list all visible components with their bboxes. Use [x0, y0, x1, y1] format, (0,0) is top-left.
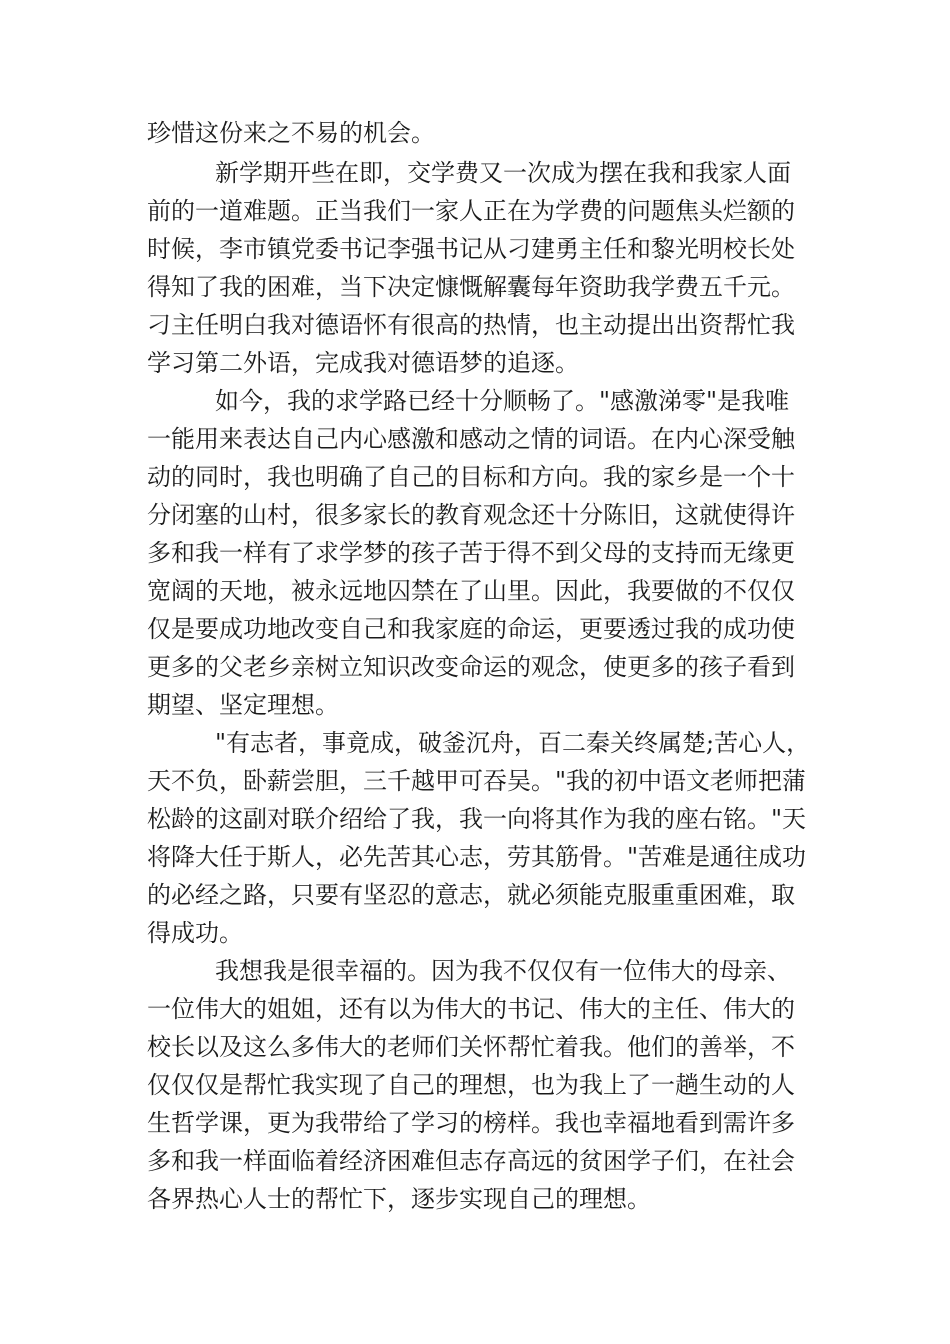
- text-line: 松龄的这副对联介绍给了我，我一向将其作为我的座右铭。"天: [147, 805, 807, 833]
- text-line: 前的一道难题。正当我们一家人正在为学费的问题焦头烂额的: [147, 197, 795, 225]
- text-line: 更多的父老乡亲树立知识改变命运的观念，使更多的孩子看到: [147, 653, 795, 681]
- text-line: 各界热心人士的帮忙下，逐步实现自己的理想。: [147, 1185, 651, 1213]
- text-line: 时候，李市镇党委书记李强书记从刁建勇主任和黎光明校长处: [147, 235, 795, 263]
- text-line: 将降大任于斯人，必先苦其心志，劳其筋骨。"苦难是通往成功: [147, 843, 807, 871]
- text-line: 多和我一样有了求学梦的孩子苦于得不到父母的支持而无缘更: [147, 539, 795, 567]
- text-line: 生哲学课，更为我带给了学习的榜样。我也幸福地看到需许多: [147, 1109, 795, 1137]
- text-line: 校长以及这么多伟大的老师们关怀帮忙着我。他们的善举，不: [147, 1033, 795, 1061]
- text-line: 仅仅仅是帮忙我实现了自己的理想，也为我上了一趟生动的人: [147, 1071, 795, 1099]
- text-line: 我想我是很幸福的。因为我不仅仅有一位伟大的母亲、: [215, 957, 791, 985]
- text-line: 的必经之路，只要有坚忍的意志，就必须能克服重重困难，取: [147, 881, 795, 909]
- text-line: 一位伟大的姐姐，还有以为伟大的书记、伟大的主任、伟大的: [147, 995, 795, 1023]
- text-line: "有志者，事竟成，破釜沉舟，百二秦关终属楚;苦心人，: [215, 729, 811, 757]
- text-line: 一能用来表达自己内心感激和感动之情的词语。在内心深受触: [147, 425, 795, 453]
- text-line: 新学期开些在即，交学费又一次成为摆在我和我家人面: [215, 159, 791, 187]
- text-line: 多和我一样面临着经济困难但志存高远的贫困学子们，在社会: [147, 1147, 795, 1175]
- text-line: 刁主任明白我对德语怀有很高的热情，也主动提出出资帮忙我: [147, 311, 795, 339]
- text-line: 仅是要成功地改变自己和我家庭的命运，更要透过我的成功使: [147, 615, 795, 643]
- text-line: 得成功。: [147, 919, 243, 947]
- text-line: 得知了我的困难，当下决定慷慨解囊每年资助我学费五千元。: [147, 273, 795, 301]
- text-line: 宽阔的天地，被永远地囚禁在了山里。因此，我要做的不仅仅: [147, 577, 795, 605]
- text-line: 动的同时，我也明确了自己的目标和方向。我的家乡是一个十: [147, 463, 795, 491]
- text-line: 分闭塞的山村，很多家长的教育观念还十分陈旧，这就使得许: [147, 501, 795, 529]
- text-line: 如今，我的求学路已经十分顺畅了。"感激涕零"是我唯: [215, 387, 790, 415]
- text-line: 珍惜这份来之不易的机会。: [147, 119, 435, 147]
- text-line: 天不负，卧薪尝胆，三千越甲可吞吴。"我的初中语文老师把蒲: [147, 767, 807, 795]
- text-line: 期望、坚定理想。: [147, 691, 339, 719]
- text-line: 学习第二外语，完成我对德语梦的追逐。: [147, 349, 579, 377]
